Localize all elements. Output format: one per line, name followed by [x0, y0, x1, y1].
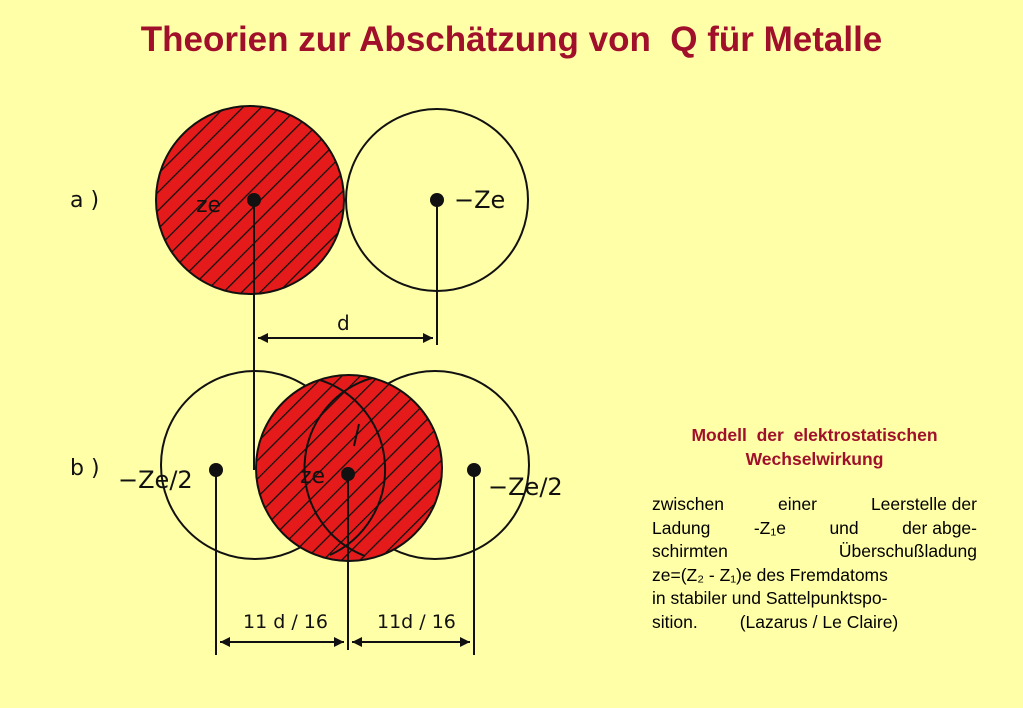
charge-label-ze-center: ze: [300, 464, 326, 489]
row-b: [70, 371, 563, 655]
charge-label-minus-ze-half-left: −Ze/2: [118, 466, 193, 494]
distance-label-11d16-right: 11d / 16: [377, 611, 456, 633]
distance-label-11d16-left: 11 d / 16: [243, 611, 328, 633]
charge-label-ze: ze: [196, 193, 222, 218]
page-title: Theorien zur Abschätzung von Q für Metalle: [140, 20, 883, 59]
model-caption: [652, 423, 977, 634]
caption-line: sition. (Lazarus / Le Claire): [652, 611, 899, 632]
caption-line: in stabiler und Sattelpunktspo-: [652, 588, 888, 608]
row-b-label: b ): [70, 456, 100, 481]
arrowhead: [460, 637, 470, 647]
charge-label-minus-ze: −Ze: [454, 186, 506, 214]
arrowhead: [423, 333, 433, 343]
caption-heading: Modell der elektrostatischen Wechselwirkung: [691, 425, 938, 469]
arrowhead: [352, 637, 362, 647]
distance-label-d: d: [337, 311, 350, 335]
charge-label-minus-ze-half-right: −Ze/2: [488, 473, 563, 501]
caption-line: Ladung -Z₁e und der abge-: [652, 517, 977, 538]
arrowhead: [334, 637, 344, 647]
arrowhead: [220, 637, 230, 647]
caption-line: zwischen einer Leerstelle der: [652, 494, 977, 514]
arrowhead: [258, 333, 268, 343]
row-a-label: a ): [70, 188, 100, 213]
caption-line: ze=(Z₂ - Z₁)e des Fremdatoms: [652, 564, 888, 585]
caption-line: schirmten Überschußladung: [652, 541, 977, 561]
